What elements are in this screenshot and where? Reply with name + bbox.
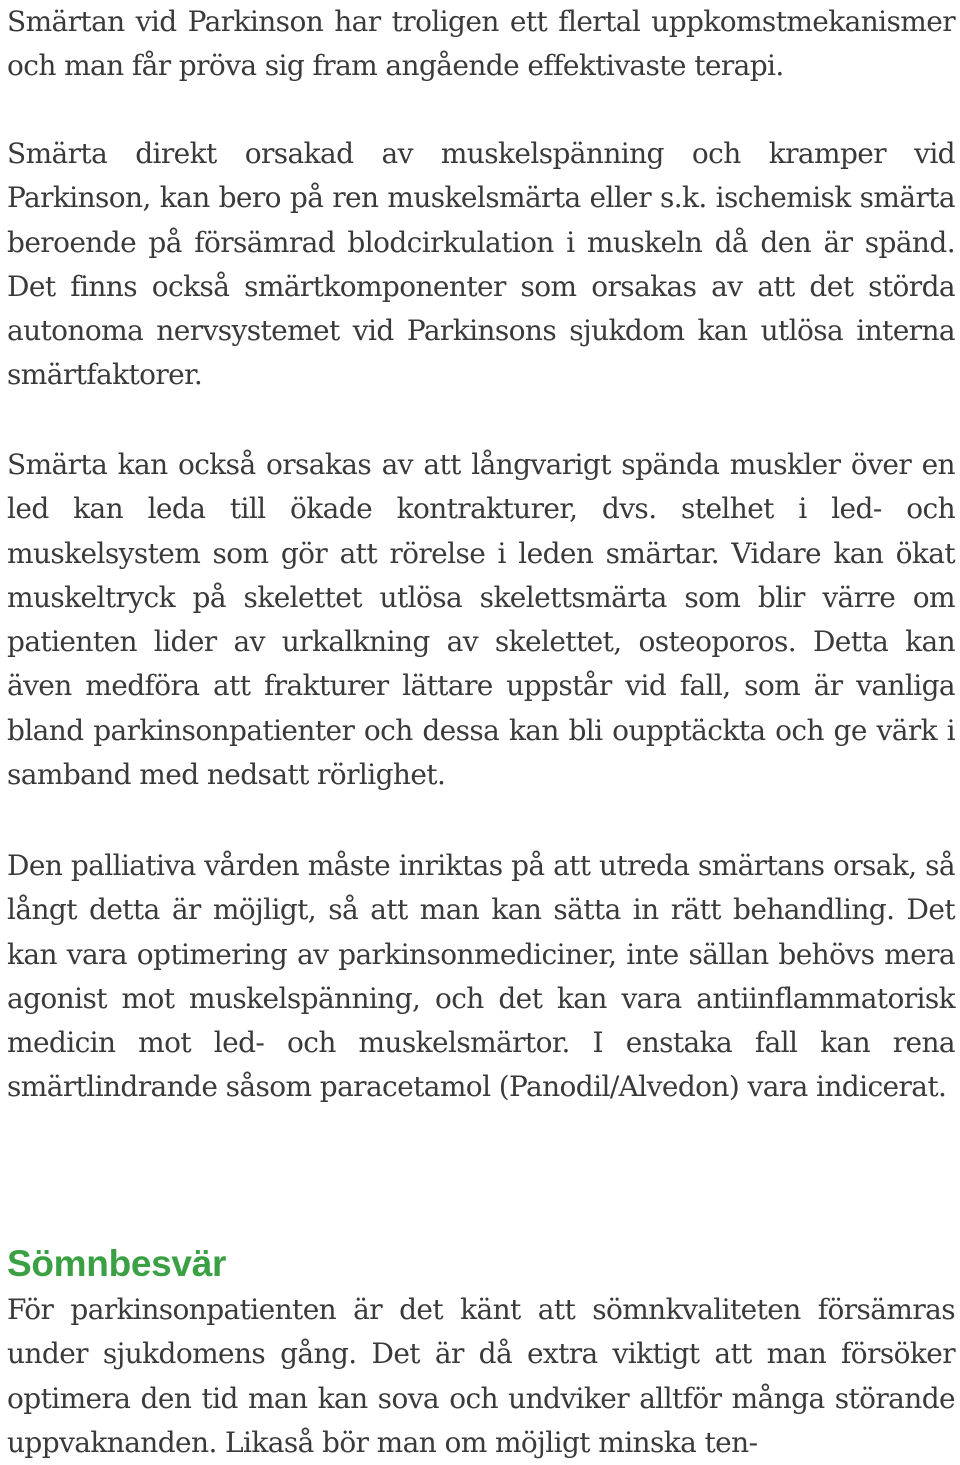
paragraph-sleep: För parkinsonpatienten är det känt att sömnkvaliteten försämras under sjukdomens gång. Det är då extra viktigt att man försöker optimera den tid man kan sova och undviker alltför många störande uppvaknanden. Likaså bör man om möjligt minska ten-	[7, 1293, 955, 1459]
paragraph-pain-mechanisms: Smärtan vid Parkinson har troligen ett flertal uppkomstmekanismer och man får pröva sig fram angående effektivaste terapi.	[7, 5, 955, 83]
section-heading-sleep: Sömnbesvär	[7, 1243, 227, 1284]
paragraph-contractures: Smärta kan också orsakas av att långvarigt spända muskler över en led kan leda till ökade kontrakturer, dvs. stelhet i led- och muskelsystem som gör att rörelse i leden smärtar. Vidare kan ökat muskeltryck på skelettet utlösa skelettsmärta som blir värre om patienten lider av urkalkning av skelettet, osteoporos. Detta kan även medföra att frakturer lättare uppstår vid fall, som är vanliga bland parkinsonpatienter och dessa kan bli oupptäckta och ge värk i samband med nedsatt rörlighet.	[7, 448, 955, 792]
paragraph-muscle-pain: Smärta direkt orsakad av muskelspänning och kramper vid Parkinson, kan bero på ren muskelsmärta eller s.k. ischemisk smärta beroende på försämrad blodcirkulation i muskeln då den är spänd. Det finns också smärtkomponenter som orsakas av att det störda autonoma nervsystemet vid Parkinsons sjukdom kan utlösa interna smärtfaktorer.	[7, 137, 955, 392]
paragraph-palliative-care: Den palliativa vården måste inriktas på att utreda smärtans orsak, så långt detta är möjligt, så att man kan sätta in rätt behandling. Det kan vara optimering av parkinsonmediciner, inte sällan behövs mera agonist mot muskelspänning, och det kan vara antiinflammatorisk medicin mot led- och muskelsmärtor. I enstaka fall kan rena smärtlindrande såsom paracetamol (Panodil/Alvedon) vara indicerat.	[7, 849, 955, 1104]
